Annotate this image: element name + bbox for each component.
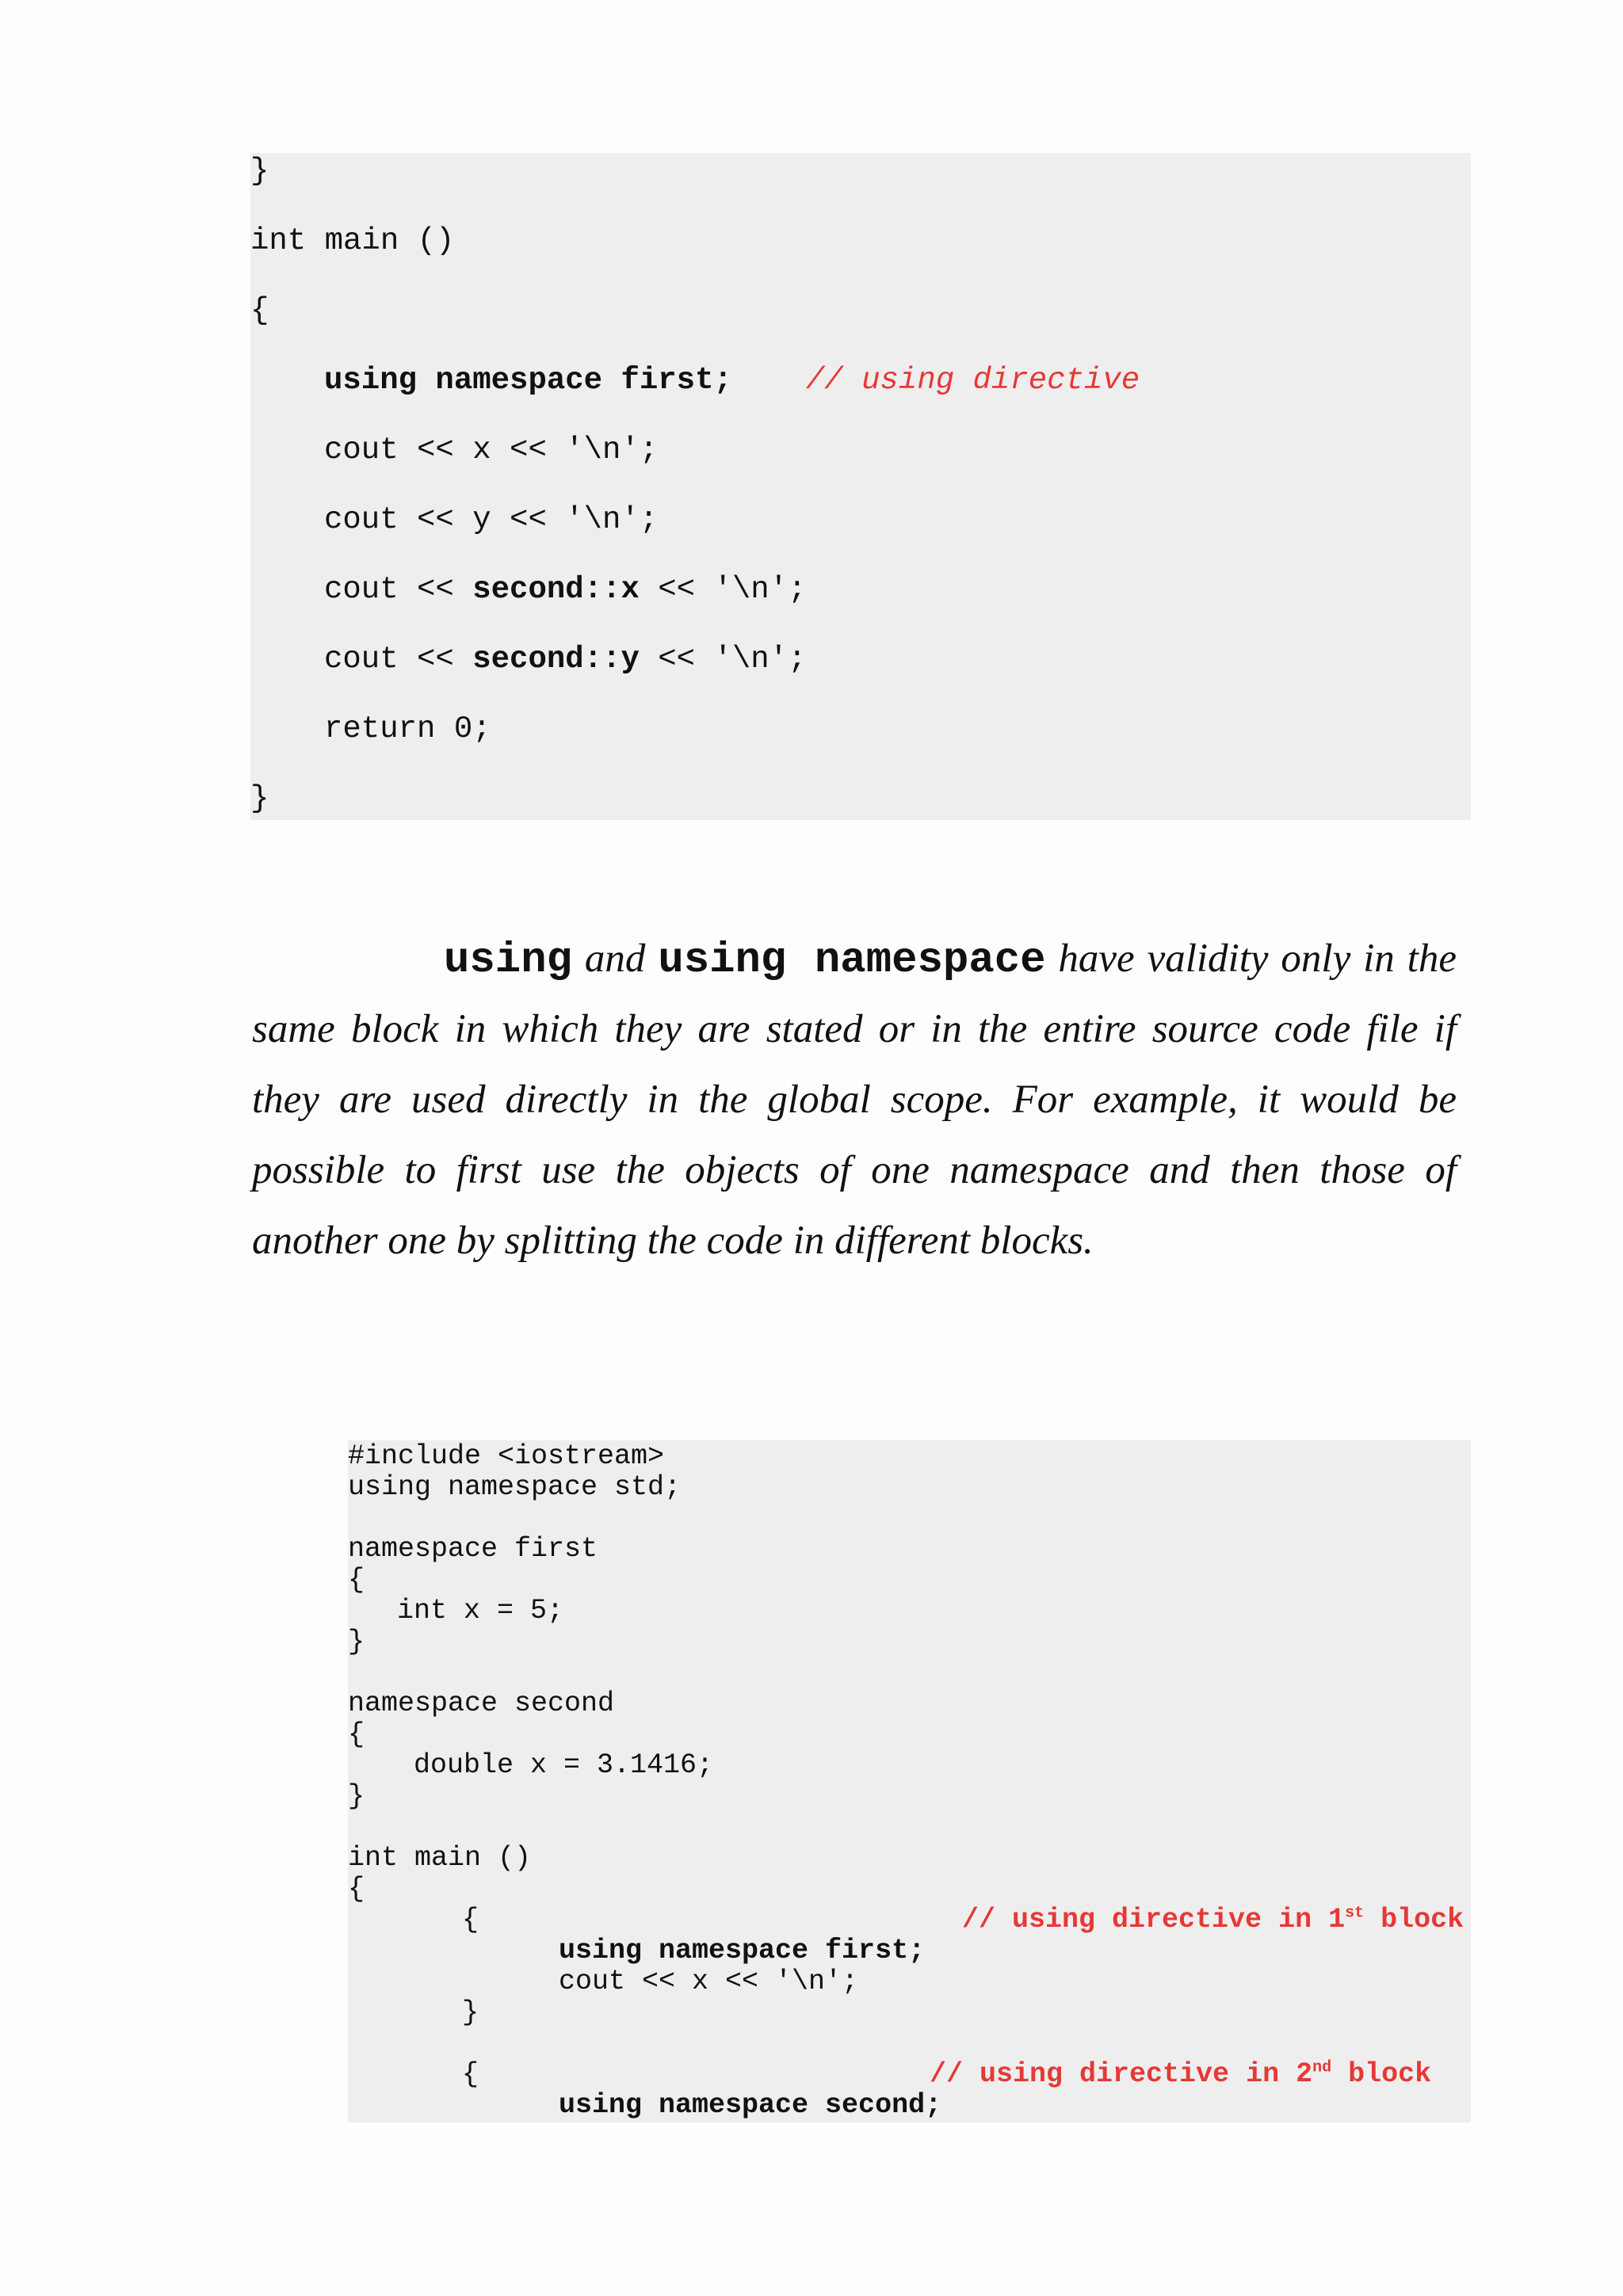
code-text: << '\n'; <box>639 572 807 607</box>
paragraph-line: they are used directly in the global scope. For example, it would be <box>252 1077 1457 1122</box>
code-line: } <box>250 781 269 816</box>
code-line: } <box>348 1780 365 1812</box>
code-line: namespace second <box>348 1688 615 1719</box>
code-line: cout << x << '\n'; <box>324 433 659 467</box>
code-line: using namespace second; <box>559 2089 942 2121</box>
comment-text: block <box>1364 1904 1465 1936</box>
comment-text: // using directive in 2 <box>930 2058 1313 2090</box>
paragraph-line: another one by splitting the code in different blocks. <box>252 1219 1094 1263</box>
inline-code-using-namespace: using namespace <box>658 936 1046 985</box>
code-comment: // using directive <box>805 363 1140 398</box>
code-keyword: second::x <box>472 572 640 607</box>
code-line: namespace first <box>348 1533 598 1565</box>
paragraph-text: and <box>572 936 659 981</box>
code-line: cout << y << '\n'; <box>324 502 659 537</box>
code-line <box>324 571 807 608</box>
code-text: cout << <box>324 642 473 677</box>
code-line: #include <iostream> <box>348 1440 665 1472</box>
code-line: using namespace std; <box>348 1471 682 1503</box>
paragraph-text: have validity only in the <box>1045 936 1457 981</box>
code-line: { <box>348 1718 365 1750</box>
ordinal-suffix: nd <box>1312 2058 1332 2077</box>
code-line: { <box>462 2058 479 2090</box>
code-line: } <box>348 1626 365 1657</box>
paragraph-line: possible to first use the objects of one namespace and then those of <box>252 1148 1457 1192</box>
code-line: double x = 3.1416; <box>414 1749 714 1781</box>
paragraph-line: same block in which they are stated or in the entire source code file if <box>252 1007 1457 1051</box>
code-block-namespace-example <box>348 1440 1471 2122</box>
comment-text: // using directive in 1 <box>962 1904 1346 1936</box>
code-line: { <box>348 1873 365 1905</box>
inline-code-using: using <box>444 936 573 985</box>
code-line: { <box>348 1564 365 1596</box>
code-line: { <box>250 293 269 328</box>
code-comment <box>962 1904 1464 1936</box>
code-line: using namespace first; <box>559 1935 926 1966</box>
code-line: int main () <box>348 1842 532 1874</box>
code-line <box>324 641 807 677</box>
code-block-main-function <box>250 153 1471 820</box>
paragraph-line <box>252 935 1457 985</box>
code-line-using-directive <box>324 362 1140 399</box>
code-keyword: second::y <box>472 642 640 677</box>
code-comment <box>930 2058 1431 2090</box>
code-line: } <box>462 1997 479 2028</box>
code-line: cout << x << '\n'; <box>559 1966 859 1997</box>
code-line: } <box>250 154 269 189</box>
code-line: int x = 5; <box>397 1595 564 1627</box>
code-line: int main () <box>250 223 455 258</box>
code-text: << '\n'; <box>639 642 807 677</box>
code-line: return 0; <box>324 711 491 746</box>
code-text: cout << <box>324 572 473 607</box>
code-keyword: using namespace first; <box>324 363 732 398</box>
ordinal-suffix: st <box>1345 1904 1365 1923</box>
code-line: { <box>462 1904 479 1936</box>
comment-text: block <box>1331 2058 1432 2090</box>
